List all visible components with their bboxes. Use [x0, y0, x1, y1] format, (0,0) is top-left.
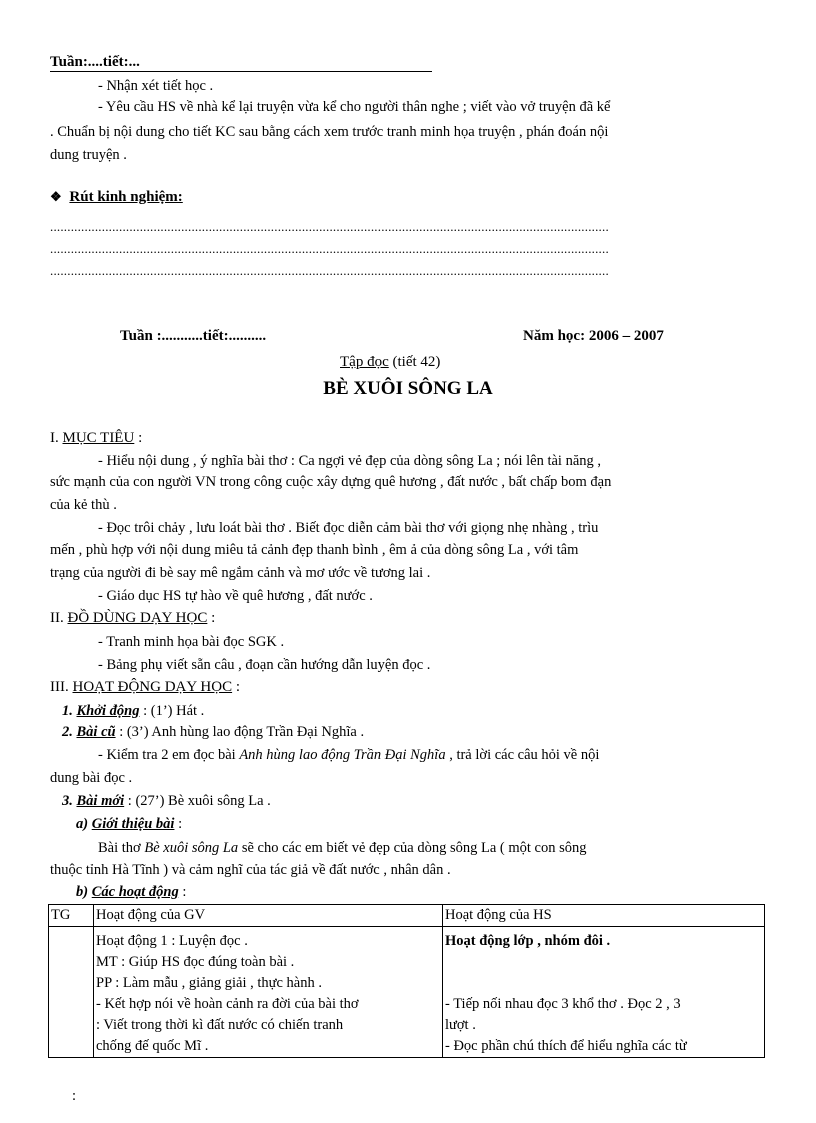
hs-spacer-2 [445, 973, 762, 994]
section-2-title: ĐỒ DÙNG DẠY HỌC [67, 610, 208, 626]
section-3-number: III. [50, 679, 73, 695]
prev-para-2a: - Yêu cầu HS về nhà kể lại truyện vừa kể cho người thân nghe ; viết vào vở truyện đã kể [98, 99, 611, 115]
gv-line-1: MT : Giúp HS đọc đúng toàn bài . [96, 954, 295, 970]
lesson-number: (tiết 42) [388, 354, 441, 370]
review-title: Bài cũ [76, 724, 116, 740]
subject-label: Tập đọc [340, 354, 389, 370]
week-label: Tuần :...........tiết:.......... [120, 328, 267, 344]
prev-para-1: - Nhận xét tiết học . [98, 78, 214, 94]
activities-number: b) [76, 884, 92, 900]
objective-a2: sức mạnh của con người VN trong công cuộc xây dựng quê hương , đất nước , bất chấp bom đạn [50, 474, 612, 490]
gv-activity-title [96, 931, 440, 952]
review-check-line-1 [98, 747, 599, 764]
section-1-number: I. [50, 430, 63, 446]
intro-heading [76, 816, 182, 833]
intro-title: Giới thiệu bài [91, 816, 175, 832]
hs-line-2: lượt . [445, 1017, 476, 1033]
dotted-line-3: .................................................................................................................................................................. [50, 263, 609, 278]
gv-activity-rest: : Luyện đọc . [167, 933, 248, 949]
section-1-colon: : [134, 430, 143, 446]
section-1-title: MỤC TIÊU [62, 430, 135, 446]
header-tg: TG [49, 905, 94, 927]
new-lesson-line [62, 793, 271, 810]
intro-line-1 [98, 840, 587, 857]
cell-tg [49, 927, 94, 1058]
review-check-text-b: , trả lời các câu hỏi về nội [445, 747, 600, 763]
diamond-bullet-icon: ❖ [50, 189, 62, 204]
cell-gv [94, 927, 443, 1058]
material-1: - Tranh minh họa bài đọc SGK . [98, 634, 285, 650]
new-lesson-number: 3. [62, 793, 77, 809]
review-check-text-a: - Kiểm tra 2 em đọc bài [98, 747, 240, 763]
material-2: - Bảng phụ viết sẵn câu , đoạn cần hướng dẫn luyện đọc . [98, 657, 431, 673]
section-2-number: II. [50, 610, 68, 626]
objective-b2: mến , phù hợp với nội dung miêu tả cảnh đẹp thanh bình , êm ả của dòng sông La , với tâm [50, 542, 579, 558]
gv-line-2: PP : Làm mẫu , giảng giải , thực hành . [96, 975, 322, 991]
experience-title: Rút kinh nghiệm: [69, 189, 183, 205]
lesson-line [340, 354, 440, 371]
section-3-heading [50, 679, 240, 696]
table-row [49, 927, 765, 1058]
gv-line-4: : Viết trong thời kì đất nước có chiến tranh [96, 1017, 344, 1033]
activities-title: Các hoạt động [91, 884, 179, 900]
warmup-title: Khởi động [76, 703, 140, 719]
activities-colon: : [178, 884, 187, 900]
dotted-line-2: .................................................................................................................................................................. [50, 241, 609, 256]
objective-a3: của kẻ thù . [50, 497, 117, 513]
hs-line-3: - Đọc phần chú thích để hiểu nghĩa các từ [445, 1038, 687, 1054]
section-1-heading [50, 430, 142, 447]
prev-para-2c: dung truyện . [50, 147, 127, 163]
experience-heading [50, 189, 183, 206]
review-rest: : (3’) Anh hùng lao động Trần Đại Nghĩa . [115, 724, 365, 740]
hs-activity-name: Hoạt động lớp , nhóm đôi [445, 933, 603, 949]
hs-line-1: - Tiếp nối nhau đọc 3 khổ thơ . Đọc 2 , 3 [445, 996, 681, 1012]
hs-spacer-1 [445, 952, 762, 973]
activity-table [48, 904, 765, 1058]
intro-poem-title: Bè xuôi sông La [144, 840, 239, 856]
section-3-colon: : [232, 679, 241, 695]
review-check-line-2: dung bài đọc . [50, 770, 133, 786]
new-lesson-title: Bài mới [76, 793, 125, 809]
objective-b3: trạng của người đi bè say mê ngắm cảnh và mơ ước về tương lai . [50, 565, 431, 581]
intro-colon: : [174, 816, 183, 832]
intro-line-2: thuộc tỉnh Hà Tĩnh ) và cảm nghĩ của tác giả về đất nước , nhân dân . [50, 862, 451, 878]
intro-number: a) [76, 816, 92, 832]
warmup-line [62, 703, 204, 720]
section-3-title: HOẠT ĐỘNG DẠY HỌC [72, 679, 233, 695]
school-year: Năm học: 2006 – 2007 [523, 328, 664, 344]
warmup-rest: : (1’) Hát . [139, 703, 205, 719]
dotted-line-1: .................................................................................................................................................................. [50, 219, 609, 234]
header-hs: Hoạt động của HS [443, 905, 765, 927]
hs-activity-rest: . [602, 933, 611, 949]
prev-para-2b: . Chuẩn bị nội dung cho tiết KC sau bằng cách xem trước tranh minh họa truyện , phán đoán nội [50, 124, 609, 140]
objective-a1: - Hiểu nội dung , ý nghĩa bài thơ : Ca ngợi vẻ đẹp của dòng sông La ; nói lên tài năng , [98, 453, 602, 469]
objective-b1: - Đọc trôi chảy , lưu loát bài thơ . Biết đọc diễn cảm bài thơ với giọng nhẹ nhàng , trìu [98, 520, 599, 536]
section-2-colon: : [207, 610, 216, 626]
prev-week-line: Tuần:....tiết:... [50, 53, 432, 72]
intro-text-b: sẽ cho các em biết vẻ đẹp của dòng sông La ( một con sông [238, 840, 587, 856]
intro-text-a: Bài thơ [98, 840, 145, 856]
review-number: 2. [62, 724, 77, 740]
objective-c1: - Giáo dục HS tự hào về quê hương , đất nước . [98, 588, 373, 604]
review-check-title: Anh hùng lao động Trần Đại Nghĩa [239, 747, 446, 763]
activities-heading [76, 884, 186, 901]
hs-activity-title [445, 931, 762, 952]
gv-line-3: - Kết hợp nói về hoàn cảnh ra đời của bài thơ [96, 996, 359, 1012]
warmup-number: 1. [62, 703, 77, 719]
gv-line-5: chống đế quốc Mĩ . [96, 1038, 209, 1054]
header-gv: Hoạt động của GV [94, 905, 443, 927]
footer-mark: : [72, 1088, 77, 1104]
section-2-heading [50, 610, 215, 627]
gv-activity-name: Hoạt động 1 [96, 933, 168, 949]
page-title: BÈ XUÔI SÔNG LA [323, 378, 493, 399]
table-header-row [49, 905, 765, 927]
review-line [62, 724, 364, 741]
new-lesson-rest: : (27’) Bè xuôi sông La . [124, 793, 271, 809]
cell-hs [443, 927, 765, 1058]
